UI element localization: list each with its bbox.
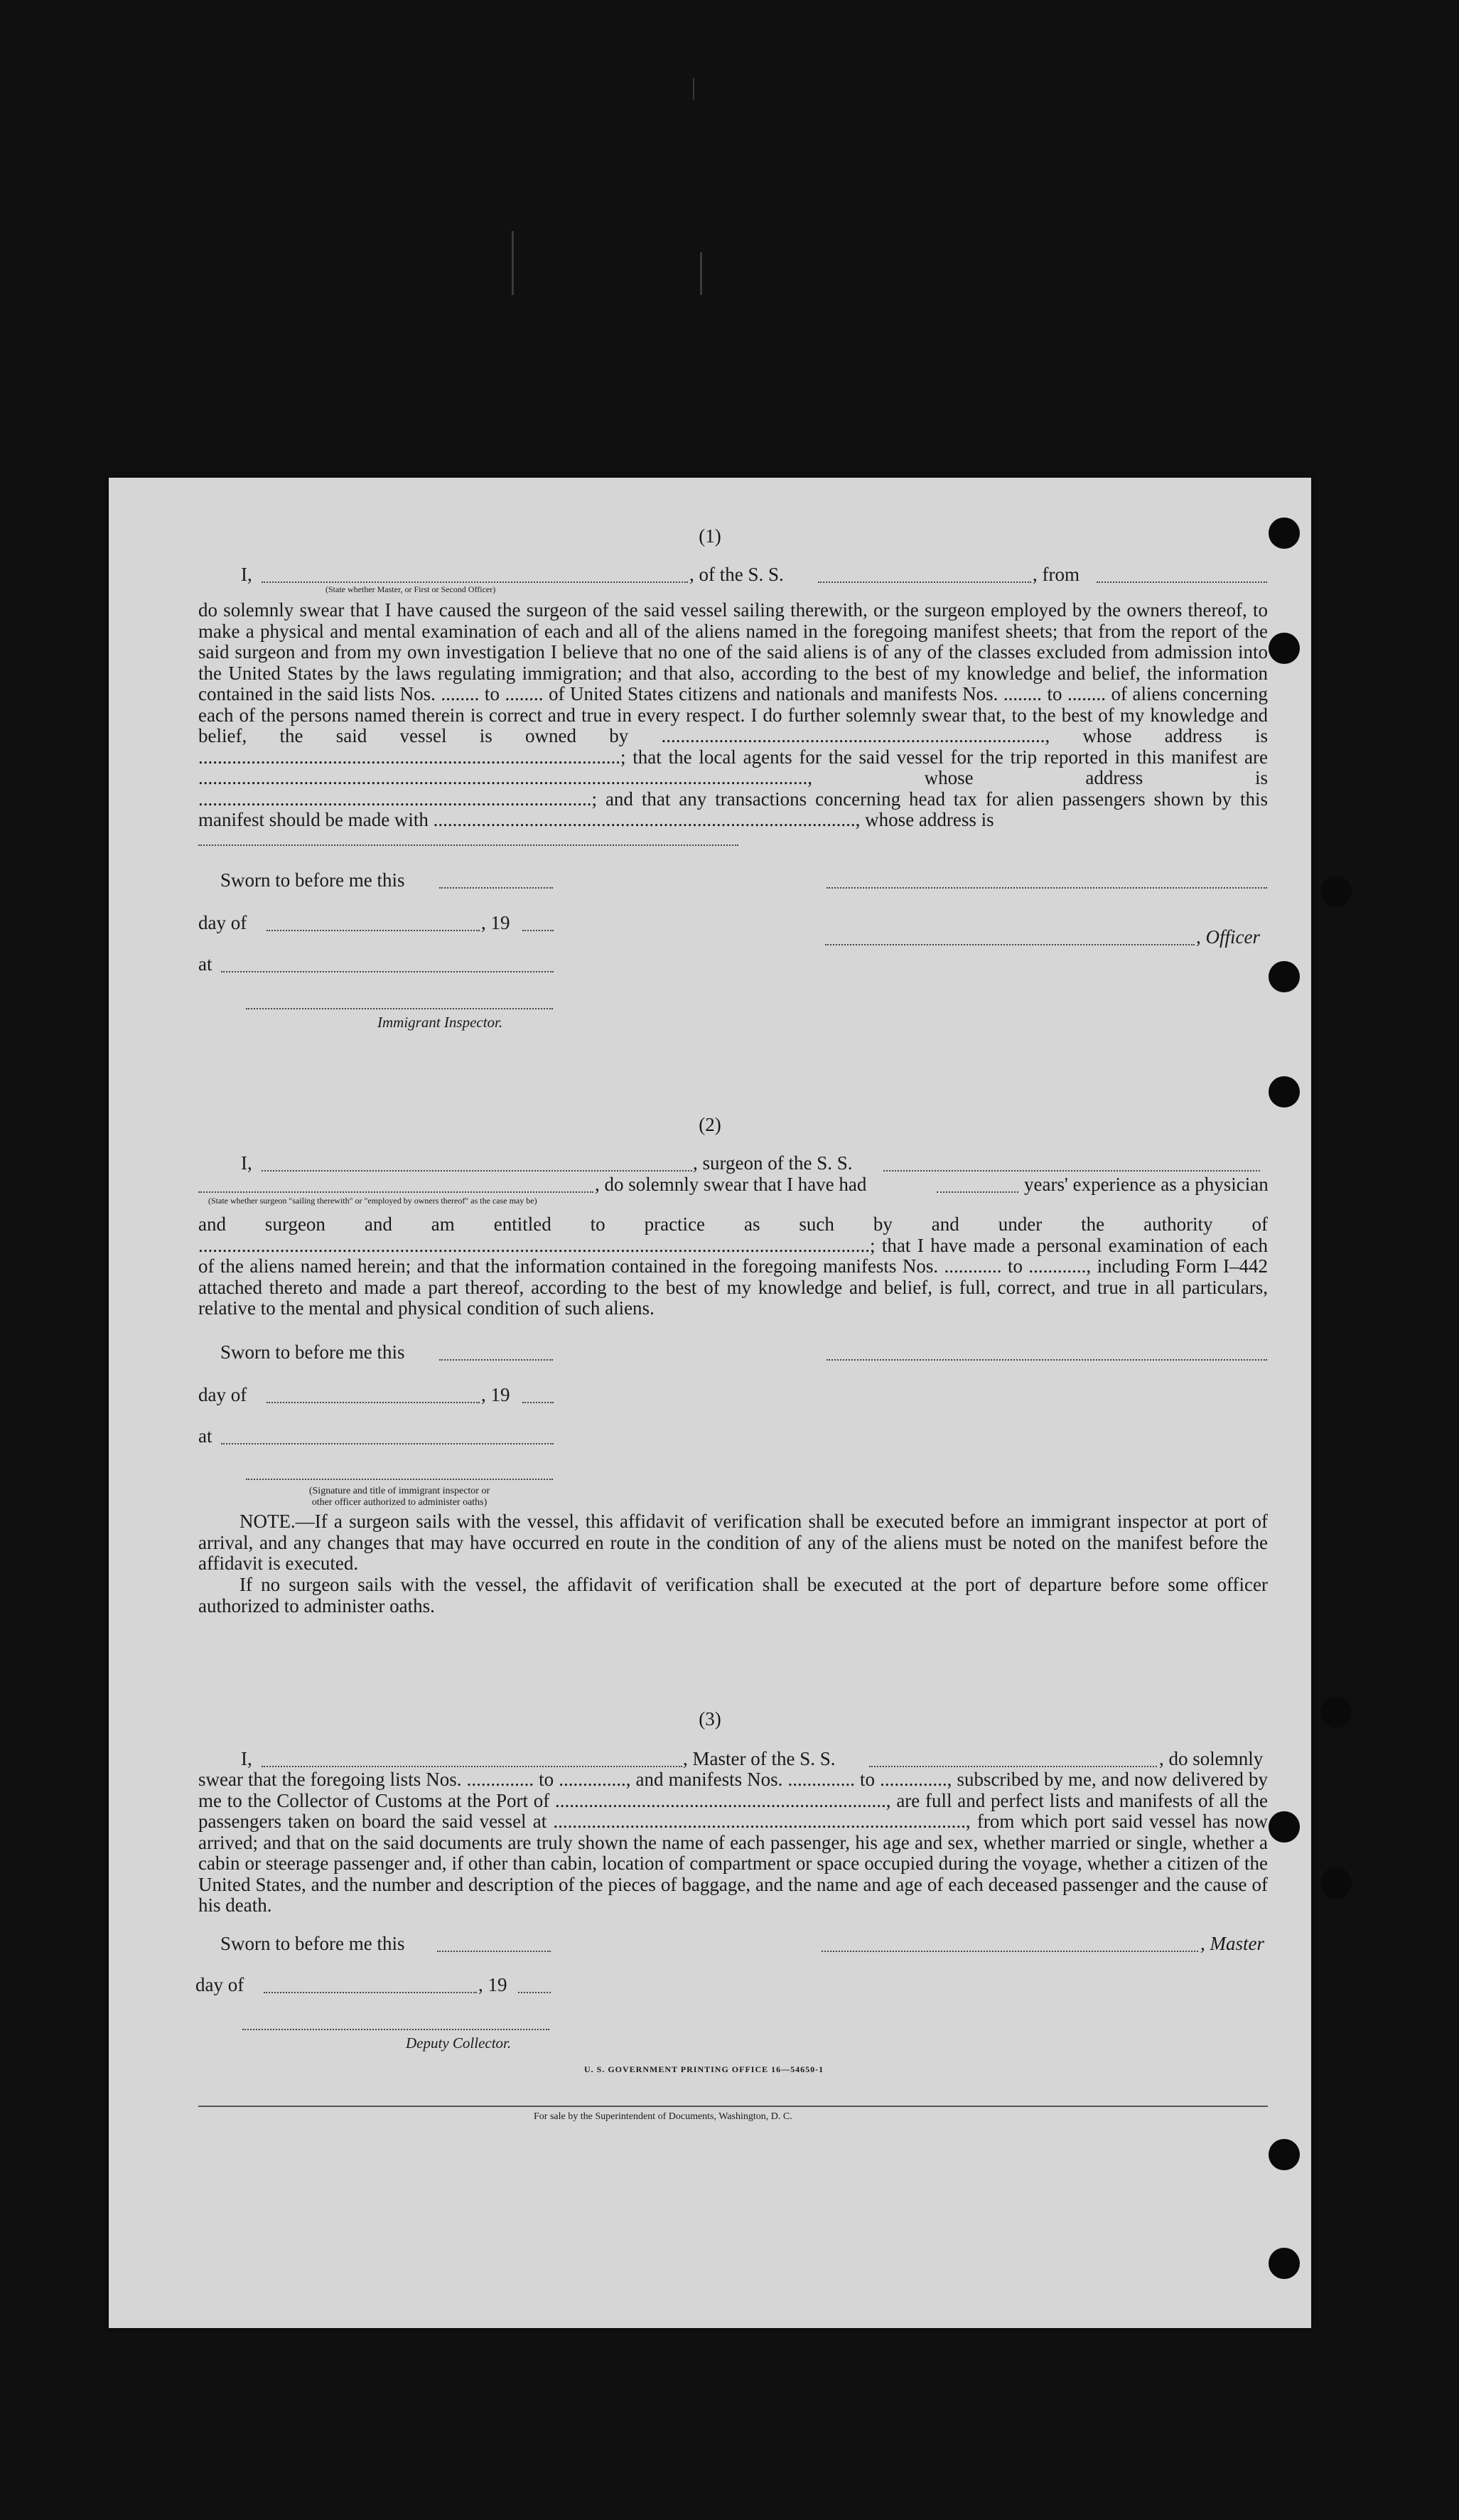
s3-master-label: , Master [1200, 1933, 1264, 1954]
section-2-number: (2) [699, 1114, 721, 1135]
s3-name-field[interactable] [262, 1766, 682, 1767]
s1-year-field[interactable] [522, 930, 554, 931]
scan-streak [512, 231, 514, 295]
s2-sig-note-2: other officer authorized to administer oaths) [311, 1497, 488, 1508]
s2-at-label: at [198, 1425, 212, 1447]
punch-hole [1269, 2248, 1300, 2279]
s3-day-label: day of [195, 1974, 244, 1995]
s3-collector-label: Deputy Collector. [406, 2034, 512, 2052]
s1-officer-field[interactable] [825, 944, 1195, 945]
s3-do-solemnly-label: , do solemnly [1159, 1748, 1264, 1769]
s1-officer-label: , Officer [1196, 926, 1260, 948]
s3-year-field[interactable] [518, 1992, 551, 1993]
s2-note-surgeon-sails: NOTE.—If a surgeon sails with the vessel, this affidavit of verification shall be executed before an immigrant inspector at port of arrival, and any changes that may have occurred en route in the condition of any of the aliens must be noted on the manifest before the affidavit is executed. [198, 1511, 1268, 1574]
punch-hole [1320, 876, 1352, 907]
punch-hole [1269, 1811, 1300, 1843]
s2-surgeon-of-label: , surgeon of the S. S. [693, 1152, 853, 1174]
s2-i-label: I, [241, 1152, 252, 1174]
s3-year-label: , 19 [478, 1974, 507, 1995]
punch-hole [1269, 2139, 1300, 2170]
punch-hole [1269, 961, 1300, 992]
s1-day-label: day of [198, 912, 247, 933]
punch-hole [1320, 1697, 1352, 1728]
s3-master-of-label: , Master of the S. S. [683, 1748, 836, 1769]
s2-years-label: years' experience as a physician [1024, 1174, 1269, 1195]
footer-rule [198, 2106, 1268, 2107]
s2-swear-label: , do solemnly swear that I have had [595, 1174, 867, 1195]
s2-surgeon-note: (State whether surgeon "sailing therewith" or "employed by owners thereof" as the case may be) [208, 1196, 537, 1206]
s1-day-field[interactable] [267, 930, 480, 931]
s2-year-label: , 19 [481, 1384, 510, 1405]
s3-collector-line[interactable] [242, 2029, 549, 2030]
scan-streak [693, 78, 694, 100]
section-1-number: (1) [699, 525, 721, 547]
s2-sworn-date-field[interactable] [439, 1359, 553, 1361]
s3-sworn-date-field[interactable] [437, 1951, 551, 1952]
s2-years-field[interactable] [937, 1191, 1018, 1193]
section-3-number: (3) [699, 1708, 721, 1730]
s2-note-no-surgeon: If no surgeon sails with the vessel, the affidavit of verification shall be executed at the port of departure before some officer authorized to administer oaths. [198, 1574, 1268, 1616]
s1-at-label: at [198, 953, 212, 975]
s1-sworn-label: Sworn to before me this [220, 869, 405, 891]
s2-sig-note-1: (Signature and title of immigrant inspector or [308, 1486, 490, 1496]
form-sheet [109, 478, 1311, 2328]
s1-master-note: (State whether Master, or First or Second Officer) [325, 584, 496, 594]
s2-capacity-field[interactable] [198, 1191, 593, 1193]
s2-signature-line[interactable] [827, 1359, 1267, 1361]
scan-streak [700, 252, 702, 295]
s1-inspector-line[interactable] [246, 1008, 553, 1009]
s3-i-label: I, [241, 1748, 252, 1769]
s2-name-field[interactable] [262, 1170, 692, 1171]
s3-signature-line[interactable] [822, 1951, 1198, 1952]
printing-office-imprint: U. S. GOVERNMENT PRINTING OFFICE 16—54650-1 [584, 2064, 824, 2074]
s2-ship-field[interactable] [883, 1170, 1260, 1171]
punch-hole [1320, 1867, 1352, 1899]
punch-hole [1269, 1076, 1300, 1108]
s1-i-label: I, [241, 564, 252, 585]
punch-hole [1269, 633, 1300, 664]
s1-from-label: , from [1033, 564, 1080, 585]
s2-day-field[interactable] [267, 1402, 480, 1403]
s1-from-field[interactable] [1097, 581, 1267, 583]
s2-year-field[interactable] [522, 1402, 554, 1403]
s1-affidavit-text: do solemnly swear that I have caused the surgeon of the said vessel sailing therewith, or the surgeon employed by the owners thereof, to make a physical and mental examination of each and all of the aliens named in the foregoing manifest sheets; that from the report of the said surgeon and from my own investigation I believe that no one of the said aliens is of any of the classes excluded from admission into the United States by the laws regulating immigration; and that also, according to the best of my knowledge and belief, the information contained in the said lists Nos. ........ to ........ of United States citizens and nationals and manifests Nos. ........ to ........ of aliens concerning each of the persons named therein is correct and true in every respect. I do further solemnly swear that, to the best of my knowledge and belief, the said vessel is owned by ................................................................................, whose address is ........................................................................................; that the local agents for the said vessel for the trip reported in this manifest are ..............................................................................................................................., whose address is ..................................................................................; and that any transactions concerning head tax for alien passengers shown by this manifest should be made with ........................................................................................, whose address is [198, 599, 1268, 830]
s1-name-field[interactable] [262, 581, 688, 583]
s1-ship-field[interactable] [818, 581, 1031, 583]
s2-signature-title-line[interactable] [246, 1479, 553, 1480]
s1-at-field[interactable] [221, 971, 554, 972]
s2-affidavit-text: and surgeon and am entitled to practice as such by and under the authority of ............................................................................................................................................; that I have made a personal examination of each of the aliens named herein; and that the information contained in the foregoing manifests Nos. ............ to ............, including Form I–442 attached thereto and made a part thereof, according to the best of my knowledge and belief, is full, correct, and true in all particulars, relative to the mental and physical condition of such aliens. [198, 1213, 1268, 1319]
s1-signature-line[interactable] [827, 887, 1267, 889]
s1-of-ss-label: , of the S. S. [689, 564, 784, 585]
s3-sworn-label: Sworn to before me this [220, 1933, 405, 1954]
s1-year-label: , 19 [481, 912, 510, 933]
s3-affidavit-text: swear that the foregoing lists Nos. .............. to .............., and manifests Nos. .............. to .............., subscribed by me, and now delivered by me to the Collector of Customs at the Port of ....................................................................., are full and perfect lists and manifests of all the passengers taken on board the said vessel at ......................................................................................, from which port said vessel has now arrived; and that on the said documents are truly shown the name of each passenger, his age and sex, whether married or single, whether a cabin or steerage passenger and, if other than cabin, location of compartment or space occupied during the voyage, whether a citizen of the United States, and the number and description of the pieces of baggage, and the name and age of each deceased passenger and the cause of his death. [198, 1769, 1268, 1916]
sale-notice: For sale by the Superintendent of Documents, Washington, D. C. [534, 2111, 792, 2122]
s2-day-label: day of [198, 1384, 247, 1405]
s1-address-field[interactable] [198, 845, 738, 846]
s3-ship-field[interactable] [869, 1766, 1157, 1767]
s2-sworn-label: Sworn to before me this [220, 1341, 405, 1363]
s2-at-field[interactable] [221, 1443, 554, 1444]
s1-inspector-label: Immigrant Inspector. [377, 1014, 503, 1031]
s3-day-field[interactable] [264, 1992, 477, 1993]
s1-sworn-date-field[interactable] [439, 887, 553, 889]
